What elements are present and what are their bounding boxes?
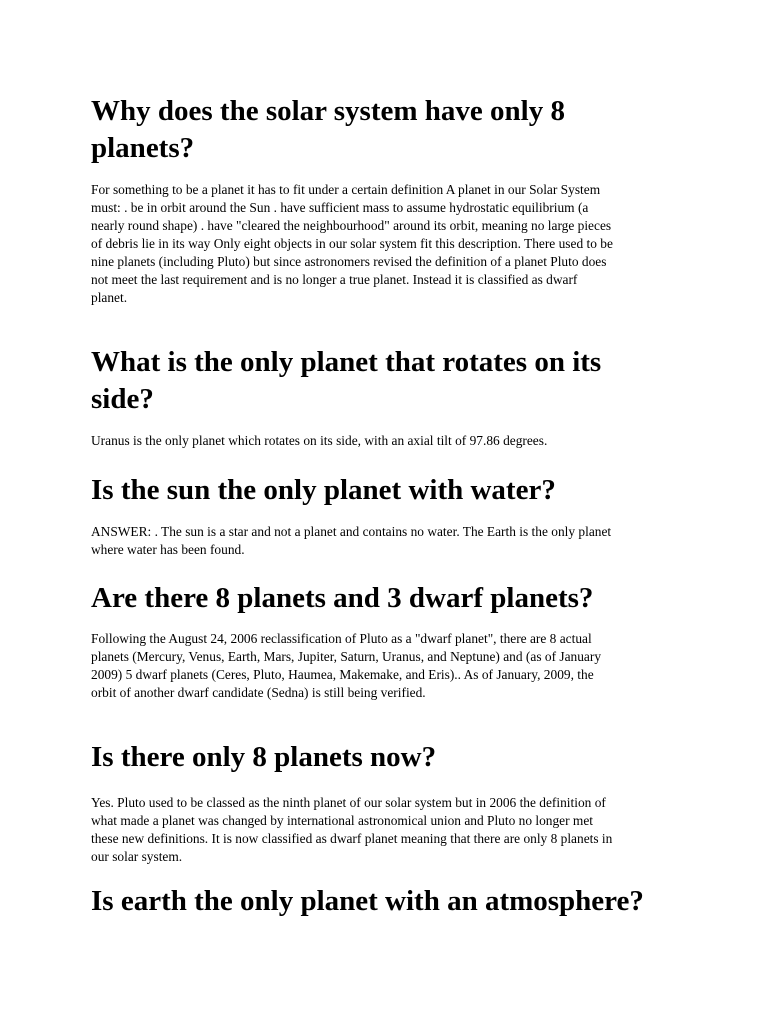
heading-line: What is the only planet that rotates on its [91,346,602,378]
heading-line: planets? [91,132,195,164]
paragraph-line: orbit of another dwarf candidate (Sedna) is still being verified. [91,685,426,700]
heading-line: Is the sun the only planet with water? [91,474,556,506]
section-paragraph [91,630,683,702]
paragraph-line: 2009) 5 dwarf planets (Ceres, Pluto, Haumea, Makemake, and Eris).. As of January, 2009, the [91,667,594,682]
paragraph-line: nearly round shape) . have "cleared the neighbourhood" around its orbit, meaning no large pieces [91,218,612,233]
heading-line: Is earth the only planet with an atmosphere? [91,885,644,917]
heading-line: Is there only 8 planets now? [91,741,437,773]
paragraph-line: nine planets (including Pluto) but since astronomers revised the definition of a planet Pluto does [91,254,607,269]
paragraph-line: planets (Mercury, Venus, Earth, Mars, Jupiter, Saturn, Uranus, and Neptune) and (as of January [91,649,602,664]
paragraph-line: of debris lie in its way Only eight objects in our solar system fit this description. There used to be [91,236,613,251]
section-paragraph [91,181,683,307]
paragraph-line: ANSWER: . The sun is a star and not a planet and contains no water. The Earth is the only planet [91,524,612,539]
paragraph-line: planet. [91,290,128,305]
section-heading [91,93,565,167]
section-heading [91,344,601,418]
paragraph-line: where water has been found. [91,542,245,557]
section-heading [91,883,644,920]
heading-line: Are there 8 planets and 3 dwarf planets? [91,582,594,614]
paragraph-line: must: . be in orbit around the Sun . have sufficient mass to assume hydrostatic equilibrium (a [91,200,589,215]
paragraph-line: Uranus is the only planet which rotates on its side, with an axial tilt of 97.86 degrees. [91,433,548,448]
paragraph-line: what made a planet was changed by international astronomical union and Pluto no longer met [91,813,594,828]
heading-line: Why does the solar system have only 8 [91,95,565,127]
section-heading [91,739,436,776]
paragraph-line: For something to be a planet it has to fit under a certain definition A planet in our Solar System [91,182,601,197]
section-heading [91,472,556,509]
section-heading [91,580,593,617]
paragraph-line: not meet the last requirement and is no longer a true planet. Instead it is classified as dwarf [91,272,578,287]
section-paragraph [91,523,683,559]
section-paragraph [91,794,683,866]
heading-line: side? [91,383,154,415]
paragraph-line: Yes. Pluto used to be classed as the ninth planet of our solar system but in 2006 the definition of [91,795,606,810]
paragraph-line: Following the August 24, 2006 reclassification of Pluto as a "dwarf planet", there are 8 actual [91,631,592,646]
paragraph-line: these new definitions. It is now classified as dwarf planet meaning that there are only 8 planets in [91,831,613,846]
paragraph-line: our solar system. [91,849,183,864]
section-paragraph [91,432,683,450]
